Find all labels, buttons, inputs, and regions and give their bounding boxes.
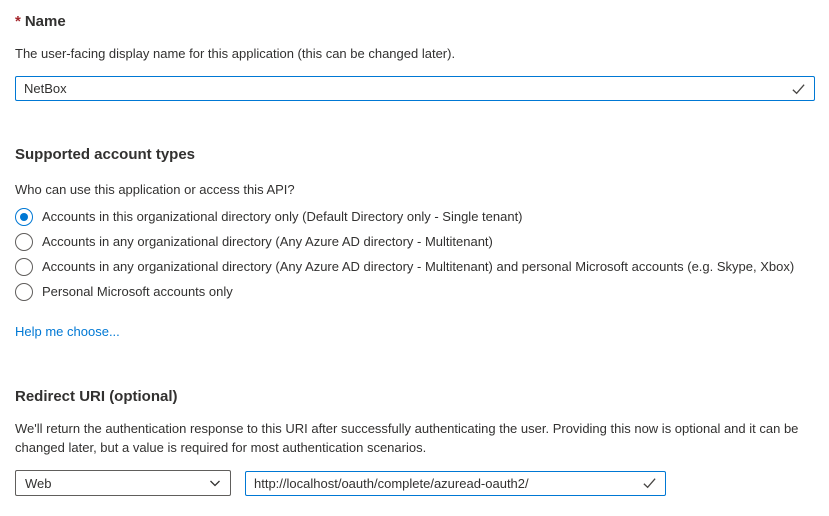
- radio-icon[interactable]: [15, 233, 33, 251]
- redirect-uri-description: We'll return the authentication response to this URI after successfully authenticating the user. Providing this now is optional and it can be changed later, but a value is required for most authentication scenarios.: [15, 421, 799, 455]
- radio-option-label: Personal Microsoft accounts only: [42, 284, 233, 299]
- radio-icon[interactable]: [15, 283, 33, 301]
- redirect-uri-input-wrap: [245, 471, 666, 496]
- redirect-uri-title: Redirect URI (optional): [15, 388, 178, 405]
- name-section: [15, 12, 815, 101]
- redirect-uri-row: [15, 470, 815, 496]
- account-types-section: [15, 145, 815, 341]
- required-marker: *: [15, 13, 21, 30]
- radio-option-multitenant[interactable]: [15, 233, 815, 251]
- name-title-text: Name: [24, 13, 66, 30]
- radio-icon[interactable]: [15, 258, 33, 276]
- radio-option-personal-only[interactable]: [15, 283, 815, 301]
- radio-option-label: Accounts in any organizational directory (Any Azure AD directory - Multitenant) and personal Microsoft accounts (e.g. Skype, Xbox): [42, 259, 795, 274]
- help-me-choose-link[interactable]: Help me choose...: [15, 324, 120, 339]
- name-section-title: [15, 12, 815, 32]
- account-types-radio-group: [15, 208, 815, 301]
- redirect-uri-section: [15, 387, 815, 496]
- name-input[interactable]: [15, 76, 815, 101]
- radio-icon[interactable]: [15, 208, 33, 226]
- platform-select[interactable]: [15, 470, 231, 496]
- radio-option-single-tenant[interactable]: [15, 208, 815, 226]
- account-types-title: Supported account types: [15, 146, 196, 163]
- chevron-down-icon: [209, 477, 221, 489]
- name-input-wrap: [15, 76, 815, 101]
- account-types-question: Who can use this application or access this API?: [15, 182, 295, 197]
- radio-option-multitenant-personal[interactable]: [15, 258, 815, 276]
- name-description: The user-facing display name for this application (this can be changed later).: [15, 46, 456, 61]
- radio-option-label: Accounts in this organizational directory only (Default Directory only - Single tenant): [42, 209, 523, 224]
- platform-select-value: Web: [25, 475, 52, 491]
- redirect-uri-input[interactable]: [245, 471, 666, 496]
- radio-option-label: Accounts in any organizational directory (Any Azure AD directory - Multitenant): [42, 234, 493, 249]
